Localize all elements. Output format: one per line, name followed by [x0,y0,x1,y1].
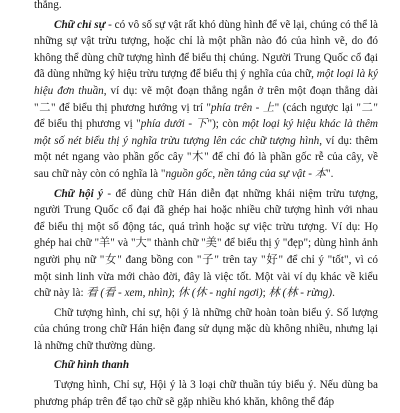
chi-su-text-6: ". [326,167,334,180]
hoi-y-example-1: 看 (看 - xem, nhìn) [86,287,172,300]
summary-paragraph [34,305,378,355]
hoi-y-sep-2: ; [262,287,269,300]
hoi-y-example-2: 休 (休 - nghỉ ngơi) [177,287,263,300]
chi-su-italic-3: phía dưới - 下 [140,118,208,131]
hinh-thanh-heading [34,357,378,374]
hoi-y-term: Chữ hội ý [54,187,104,200]
hinh-thanh-heading-text: Chữ hình thanh [54,359,130,372]
hoi-y-paragraph [34,186,378,302]
chi-su-italic-1: một loại là ký hiệu đơn thuần [34,68,378,97]
chi-su-paragraph [34,17,378,183]
hinh-thanh-paragraph [34,377,378,410]
summary-text: Chữ tượng hình, chỉ sự, hội ý là những chữ hoàn toàn biểu ý. Số lượng của chúng trong chữ Hán hiện đang sử dụng mặc dù không nhiều, nhưng lại là những chữ thường dùng. [34,306,378,352]
continuation-text: thẳng. [34,0,62,11]
hinh-thanh-text: Tượng hình, Chỉ sự, Hội ý là 3 loại chữ thuần túy biểu ý. Nếu dùng ba phương pháp trên để tạo chữ sẽ gặp nhiều khó khăn, không thể đáp [34,379,378,408]
chi-su-italic-2: phía trên - 上 [210,101,275,114]
hoi-y-end: . [332,287,335,300]
chi-su-text-5: , ví dụ: thêm một nét ngang vào phần gốc cây "木" để chỉ đó là phần gốc rễ của cây, về sau chữ này còn có nghĩa là " [34,134,378,180]
hoi-y-text: - để dùng chữ Hán diễn đạt những khái niệm trừu tượng, người Trung Quốc cổ đại đã ghép hai hoặc nhiều chữ tượng hình với nhau để biểu thị một số động tác, quá trình hoặc sự việc trừu tượng. Ví dụ: Họ ghép hai chữ "羊" và "大" thành chữ "美" để biểu thị ý "đẹp"; dùng hình ảnh người phụ nữ "女" đang bồng con "子" trên tay "好" để chỉ ý "tốt", vì có một sinh linh vừa mới chào đời, đây là việc tốt. Một vài ví dụ khác về kiểu chữ này là: [34,187,379,300]
hoi-y-example-3: 林 (林 - rừng) [268,287,333,300]
chi-su-text-4: "); còn [207,118,243,131]
hoi-y-sep-1: ; [171,287,178,300]
chi-su-term: Chữ chỉ sự [54,18,106,31]
chi-su-text-3: " (cách ngược lại "二" để biểu thị phương vị " [34,101,379,131]
chi-su-text-1: - có vô số sự vật rất khó dùng hình để vẽ lại, chúng có thể là những sự vật trừu tượng, hoặc chỉ là một phần nào đó của hình vẽ, do đó không thể dùng chữ tượng hình để biểu thị chúng. Người Trung Quốc cổ đại đã dùng những ký hiệu trừu tượng để biểu thị ý nghĩa của chữ, [34,18,378,81]
chi-su-italic-4: một loại ký hiệu khác là thêm một số nét biểu thị ý nghĩa trừu tượng lên các chữ tượng hình [34,118,378,147]
document-page [34,0,378,413]
chi-su-italic-5: nguồn gốc, nền tảng của sự vật - 本 [165,167,327,180]
continuation-line [34,0,378,14]
chi-su-text-2: , ví dụ: vẽ một đoạn thẳng ngắn ở trên một đoạn thẳng dài "二" để biểu thị phương hướng vị trí " [34,84,379,114]
